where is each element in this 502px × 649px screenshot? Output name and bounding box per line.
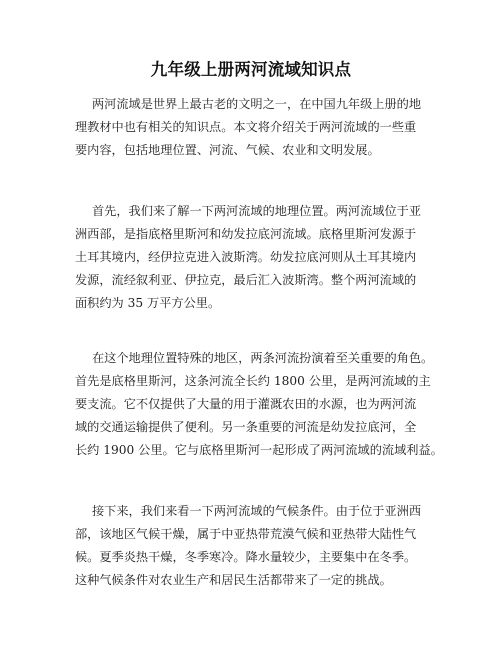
paragraph-line: 要内容，包括地理位置、河流、气候、农业和文明发展。 — [75, 143, 380, 157]
paragraph-line: 候。夏季炎热干燥，冬季寒冷。降水量较少，主要集中在冬季。 — [75, 550, 417, 564]
paragraph-line: 接下来，我们来看一下两河流域的气候条件。由于位于亚洲西 — [92, 504, 422, 518]
paragraph-line: 要支流。它不仅提供了大量的用于灌溉农田的水源，也为两河流 — [75, 397, 417, 411]
paragraph-line: 首先，我们来了解一下两河流域的地理位置。两河流域位于亚 — [92, 204, 422, 218]
paragraph-line: 在这个地理位置特殊的地区，两条河流扮演着至关重要的角色。 — [92, 351, 434, 365]
paragraph-line: 长约 1900 公里。它与底格里斯河一起形成了两河流域的流域利益。 — [75, 443, 443, 457]
document-title: 九年级上册两河流域知识点 — [150, 60, 352, 79]
paragraph-line: 洲西部，是指底格里斯河和幼发拉底河流域。底格里斯河发源于 — [75, 227, 417, 241]
paragraph-line: 首先是底格里斯河，这条河流全长约 1800 公里，是两河流域的主 — [75, 374, 431, 388]
paragraph-line: 域的交通运输提供了便利。另一条重要的河流是幼发拉底河，全 — [75, 420, 417, 434]
paragraph-line: 土耳其境内，经伊拉克进入波斯湾。幼发拉底河则从土耳其境内 — [75, 250, 417, 264]
paragraph-line: 理教材中也有相关的知识点。本文将介绍关于两河流域的一些重 — [75, 120, 417, 134]
paragraph-line: 这种气候条件对农业生产和居民生活都带来了一定的挑战。 — [75, 573, 392, 587]
paragraph-line: 面积约为 35 万平方公里。 — [75, 296, 221, 310]
paragraph-line: 部，该地区气候干燥，属于中亚热带荒漠气候和亚热带大陆性气 — [75, 527, 417, 541]
paragraph-line: 两河流域是世界上最古老的文明之一，在中国九年级上册的地 — [92, 97, 422, 111]
paragraph-line: 发源，流经叙利亚、伊拉克，最后汇入波斯湾。整个两河流域的 — [75, 273, 417, 287]
